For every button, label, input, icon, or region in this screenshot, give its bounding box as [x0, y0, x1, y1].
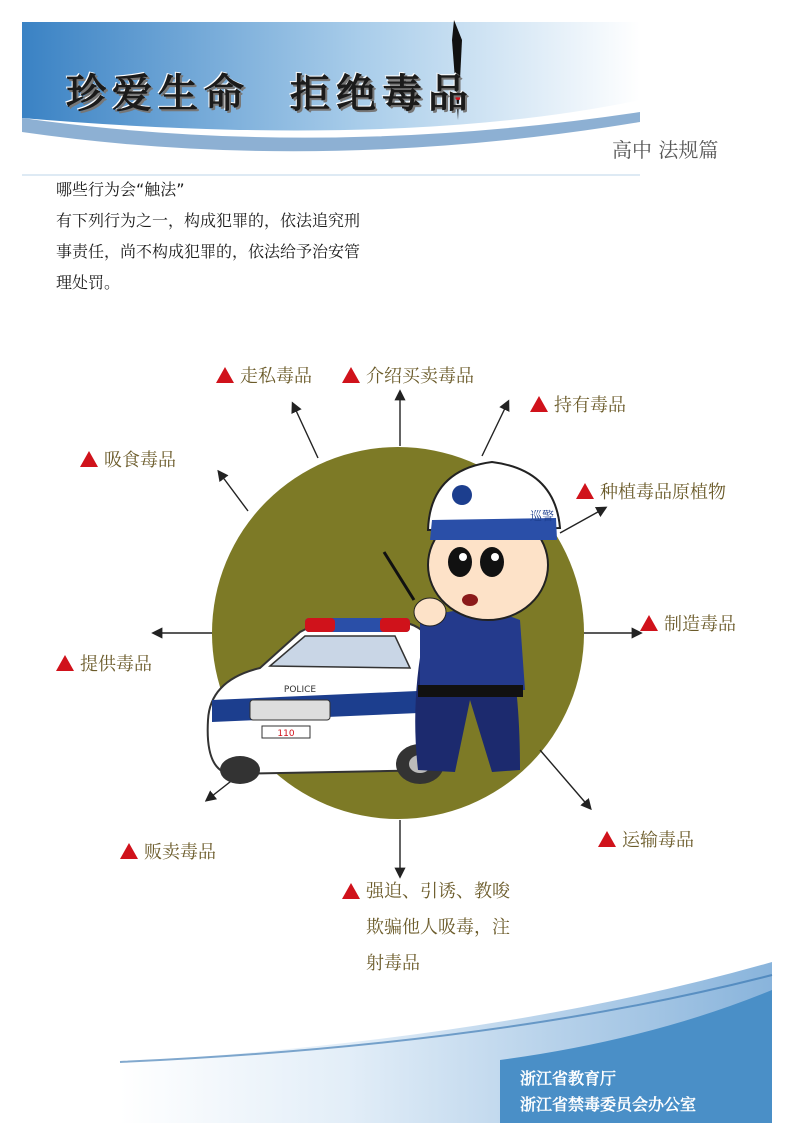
arrow-up-left — [293, 404, 318, 458]
intro-line: 事责任，尚不构成犯罪的，依法给予治安管 — [56, 242, 361, 261]
behavior-smuggling — [216, 362, 312, 388]
behavior-label: 种植毒品原植物 — [600, 482, 726, 503]
warning-triangle-icon — [56, 655, 74, 671]
warning-triangle-icon — [576, 483, 594, 499]
warning-triangle-icon — [530, 396, 548, 412]
arrow-up-right — [482, 402, 508, 456]
title-refuse-drugs: 拒绝毒品 — [290, 71, 474, 117]
behavior-label: 贩卖毒品 — [144, 842, 216, 863]
arrow-right-upper — [560, 508, 605, 533]
footer-organizations — [520, 1066, 696, 1118]
svg-text:巡警: 巡警 — [530, 509, 555, 523]
behavior-label: 运输毒品 — [622, 830, 694, 851]
page-subtitle: 高中 法规篇 — [612, 138, 719, 162]
footer-org: 浙江省教育厅 — [520, 1069, 617, 1088]
intro-line: 理处罚。 — [56, 273, 121, 292]
svg-text:110: 110 — [277, 729, 295, 739]
arrow-down-right — [540, 750, 590, 808]
warning-triangle-icon — [120, 843, 138, 859]
behavior-label: 射毒品 — [366, 953, 420, 974]
warning-triangle-icon — [640, 615, 658, 631]
behavior-label: 提供毒品 — [80, 654, 152, 675]
behavior-label: 强迫、引诱、教唆 — [366, 881, 510, 902]
warning-triangle-icon — [216, 367, 234, 383]
behavior-label: 介绍买卖毒品 — [366, 366, 474, 387]
page-title — [66, 62, 474, 119]
behavior-label: 走私毒品 — [240, 366, 312, 387]
svg-text:POLICE: POLICE — [283, 685, 317, 695]
intro-heading: 哪些行为会“触法” — [56, 180, 185, 199]
behavior-label: 持有毒品 — [554, 395, 626, 416]
arrow-left-upper — [219, 472, 248, 511]
behavior-label: 制造毒品 — [664, 614, 736, 635]
intro-section — [56, 174, 416, 298]
behavior-manufacturing — [640, 610, 736, 636]
behavior-planting — [576, 478, 726, 504]
warning-triangle-icon — [342, 883, 360, 899]
warning-triangle-icon — [80, 451, 98, 467]
behavior-possessing — [530, 391, 626, 417]
warning-triangle-icon — [598, 831, 616, 847]
warning-triangle-icon — [342, 367, 360, 383]
behavior-providing — [56, 650, 152, 676]
footer-org: 浙江省禁毒委员会办公室 — [520, 1095, 697, 1114]
behavior-brokering — [342, 362, 474, 388]
behavior-transporting — [598, 826, 694, 852]
intro-line: 有下列行为之一，构成犯罪的，依法追究刑 — [56, 211, 361, 230]
behavior-using — [80, 446, 176, 472]
behavior-label: 吸食毒品 — [104, 450, 176, 471]
behavior-label: 欺骗他人吸毒，注 — [366, 917, 510, 938]
title-cherish-life: 珍爱生命 — [66, 71, 250, 117]
behavior-selling — [120, 838, 216, 864]
